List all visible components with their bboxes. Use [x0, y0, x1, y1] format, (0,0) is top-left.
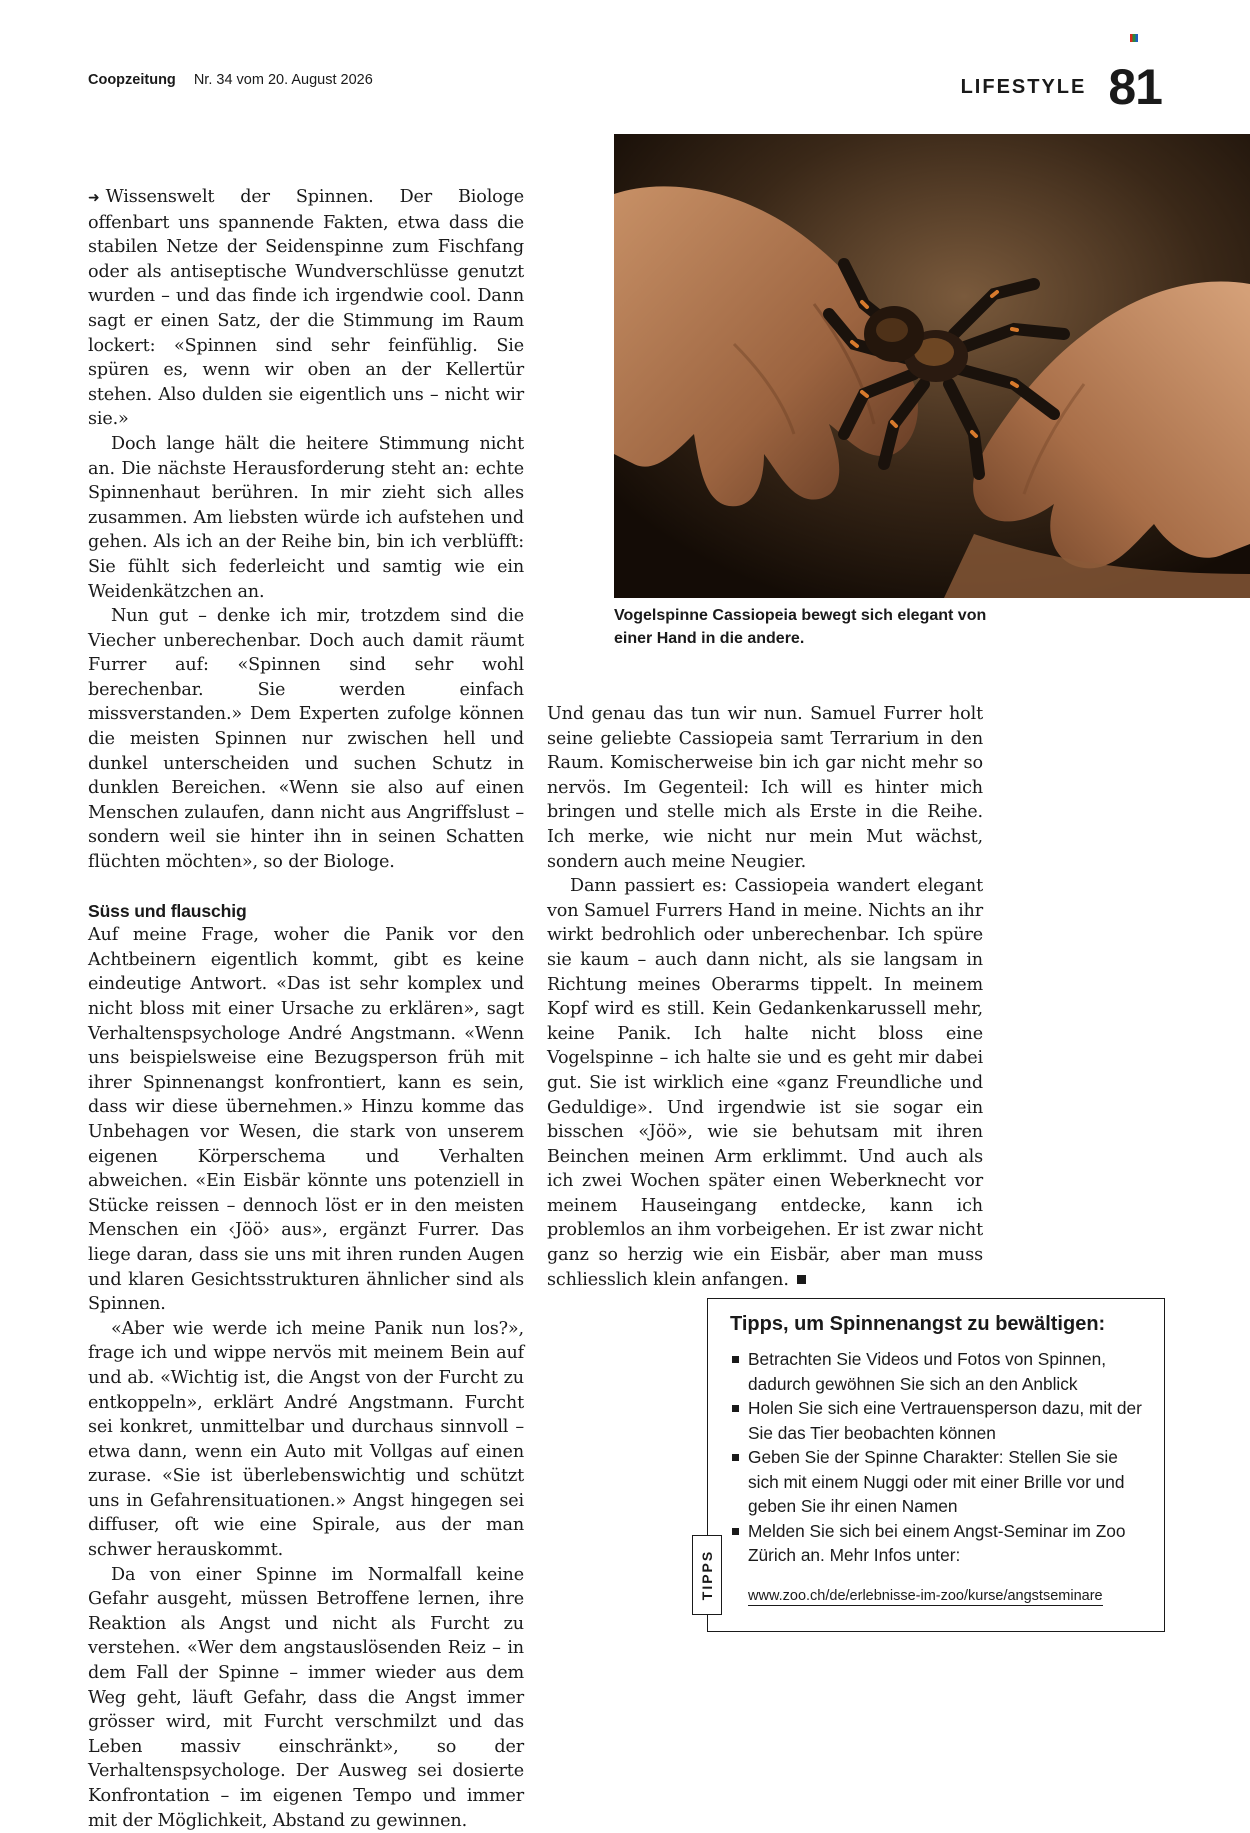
tarantula-on-hands-image	[614, 134, 1250, 598]
paragraph: «Aber wie werde ich meine Panik nun los?», frage ich und wippe nervös mit meinem Bein auf und ab. «Wichtig ist, die Angst von der Furcht zu entkoppeln», erklärt André Angstmann. Furcht sei konkret, unmittelbar und durchaus sinnvoll – etwa dann, wenn ein Auto mit Vollgas auf einen zurase. «Sie ist überlebenswichtig und schützt uns in Gefahrensituationen.» Angst hingegen sei diffuser, oft wie eine Spirale, aus der man schwer herauskommt.	[88, 1318, 524, 1561]
header-right	[960, 59, 1162, 115]
paragraph: Doch lange hält die heitere Stimmung nicht an. Die nächste Herausforderung steht an: echte Spinnenhaut berühren. In mir zieht sich alles zusammen. Am liebsten würde ich aufstehen und gehen. Als ich an der Reihe bin, bin ich verblüfft: Sie fühlt sich federleicht und samtig wie ein Weidenkätzchen an.	[88, 433, 524, 602]
tips-tag-label: TIPPS	[699, 1549, 715, 1601]
tips-title: Tipps, um Spinnenangst zu bewältigen:	[730, 1313, 1106, 1335]
page-number: 81	[1108, 59, 1162, 115]
paragraph-text: Wissenswelt der Spinnen. Der Biologe offenbart uns spannende Fakten, etwa dass die stabilen Netze der Seidenspinne zum Fischfang oder als antiseptische Wundverschlüsse genutzt wurden – und das finde ich irgendwie cool. Dann sagt er einen Satz, der die Stimmung im Raum lockert: «Spinnen sind sehr feinfühlig. Sie spüren es, wenn wir oben an der Kellertür stehen. Also dulden sie eigentlich uns – nicht wir sie.»	[88, 187, 524, 430]
tips-list	[730, 1347, 1150, 1568]
paragraph	[88, 185, 524, 432]
paragraph: Auf meine Frage, woher die Panik vor den Achtbeinern eigentlich kommt, gibt es keine eindeutige Antwort. «Das ist sehr komplex und nicht bloss mit einer Ursache zu erklären», sagt Verhaltenspsychologe André Angstmann. «Wenn uns beispielsweise eine Bezugsperson früh mit ihrer Spinnenangst konfrontiert, kann es sein, dass wir diese übernehmen.» Hinzu komme das Unbehagen vor Wesen, die stark von unserem eigenen Körperschema und Verhalten abweichen. «Ein Eisbär könnte uns potenziell in Stücke reissen – dennoch löst er in den meisten Menschen ein ‹Jöö› aus», ergänzt Furrer. Das liege daran, dass sie uns mit ihren runden Augen und klaren Gesichtsstrukturen ähnlicher sind als Spinnen.	[88, 925, 524, 1315]
article-column-left	[88, 185, 524, 1833]
article-photo	[614, 134, 1250, 598]
article-column-right	[547, 702, 983, 1292]
tips-list-item: Melden Sie sich bei einem Angst-Seminar im Zoo Zürich an. Mehr Infos unter:	[730, 1519, 1150, 1568]
paragraph	[547, 874, 983, 1292]
brand-color-mark	[1130, 34, 1138, 42]
paragraph: Da von einer Spinne im Normalfall keine Gefahr ausgeht, müssen Betroffene lernen, ihre Reaktion als Angst und nicht als Furcht zu verstehen. «Wer dem angstauslösenden Reiz – in dem Fall der Spinne – immer wieder aus dem Weg geht, läuft Gefahr, dass die Angst immer grösser wird, mit Furcht verschmilzt und das Leben massiv einschränkt», so der Verhaltenspsychologe. Der Ausweg sei dosierte Konfrontation – im eigenen Tempo und immer mit der Möglichkeit, Abstand zu gewinnen.	[88, 1564, 524, 1831]
tips-box	[699, 1298, 1165, 1632]
publication-name: Coopzeitung	[88, 72, 176, 88]
issue-info: Nr. 34 vom 20. August 2026	[193, 72, 373, 88]
header-left	[88, 72, 373, 88]
section-label: LIFESTYLE	[960, 75, 1087, 98]
zoo-seminar-link[interactable]: www.zoo.ch/de/erlebnisse-im-zoo/kurse/angstseminare	[748, 1588, 1103, 1604]
tips-list-item: Geben Sie der Spinne Charakter: Stellen Sie sie sich mit einem Nuggi oder mit einer Brille vor und geben Sie ihr einen Namen	[730, 1445, 1150, 1519]
paragraph: Und genau das tun wir nun. Samuel Furrer holt seine geliebte Cassiopeia samt Terrarium in den Raum. Komischerweise bin ich gar nicht mehr so nervös. Im Gegenteil: Ich will es hinter mich bringen und stelle mich als Erste in die Reihe. Ich merke, wie nicht nur mein Mut wächst, sondern auch meine Neugier.	[547, 704, 983, 872]
tips-list-item: Holen Sie sich eine Vertrauensperson dazu, mit der Sie das Tier beobachten können	[730, 1396, 1150, 1445]
continuation-arrow-icon: ➜	[88, 190, 100, 206]
tips-tag	[692, 1535, 722, 1615]
subheading: Süss und flauschig	[88, 900, 247, 921]
paragraph-text: Dann passiert es: Cassiopeia wandert elegant von Samuel Furrers Hand in meine. Nichts an ihr wirkt bedrohlich oder unberechenbar. Ich spüre sie kaum – auch dann nicht, als sie langsam in Richtung meines Oberarms tippelt. In meinem Kopf wird es still. Kein Gedankenkarussell mehr, keine Panik. Ich halte nicht bloss eine Vogelspinne – ich halte sie und es geht mir dabei gut. Sie ist wirklich eine «ganz Freundliche und Geduldige». Und irgendwie ist sie sogar ein bisschen «Jöö», wie sie behutsam mit ihren Beinchen meinen Arm erklimmt. Und auch als ich zwei Wochen später einen Weberknecht vor meinem Hauseingang entdecke, kann ich problemlos an ihm vorbeigehen. Er ist zwar nicht ganz so herzig wie ein Eisbär, aber man muss schliesslich klein anfangen.	[547, 876, 983, 1290]
photo-caption: Vogelspinne Cassiopeia bewegt sich elegant von einer Hand in die andere.	[614, 607, 987, 647]
end-of-article-mark-icon	[797, 1275, 806, 1284]
paragraph: Nun gut – denke ich mir, trotzdem sind die Viecher unberechenbar. Doch auch damit räumt Furrer auf: «Spinnen sind sehr wohl berechenbar. Sie werden einfach missverstanden.» Dem Experten zufolge können die meisten Spinnen nur zwischen hell und dunkel unterscheiden und suchen Schutz in dunklen Bereichen. «Wenn sie also auf einen Menschen zulaufen, dann nicht aus Angriffslust – sondern weil sie hinter ihn in seinen Schatten flüchten möchten», so der Biologe.	[88, 606, 524, 873]
tips-list-item: Betrachten Sie Videos und Fotos von Spinnen, dadurch gewöhnen Sie sich an den Anblick	[730, 1347, 1150, 1396]
